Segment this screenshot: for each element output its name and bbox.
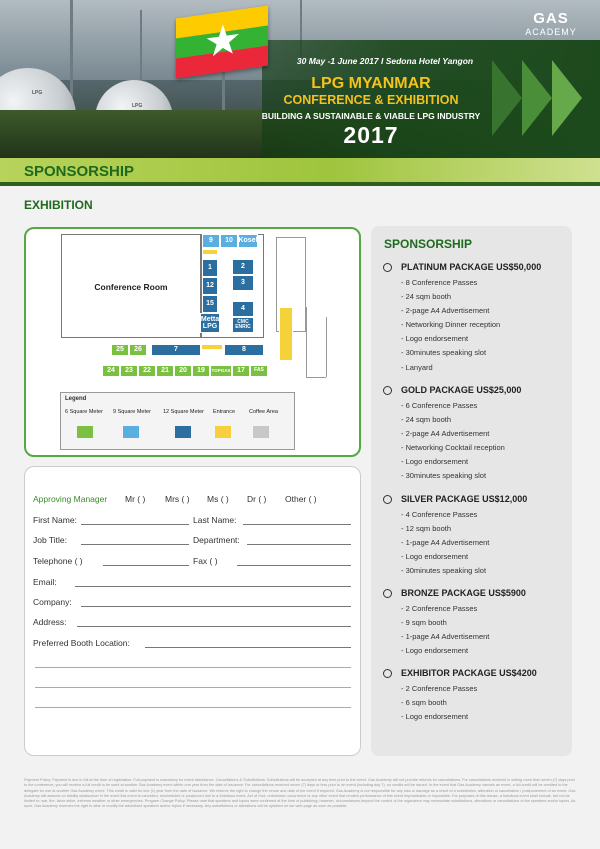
booth-10[interactable]: 10 bbox=[220, 234, 238, 248]
package-item: - 24 sqm booth bbox=[401, 292, 452, 302]
fax-field[interactable] bbox=[237, 565, 351, 566]
section-bar-underline bbox=[0, 182, 600, 186]
package-item: - Logo endorsement bbox=[401, 457, 469, 467]
legend-label-entrance: Entrance bbox=[213, 409, 236, 415]
company-label: Company: bbox=[33, 597, 72, 607]
title-option-mrs[interactable]: Mrs ( ) bbox=[165, 494, 190, 504]
package-item: - 2-page A4 Advertisement bbox=[401, 306, 490, 316]
package-exhibitor[interactable] bbox=[383, 668, 568, 724]
booth-7[interactable]: 7 bbox=[151, 344, 201, 356]
booth-topgas[interactable]: TOPGAS bbox=[210, 365, 232, 377]
package-item: - 1-page A4 Advertisement bbox=[401, 632, 490, 642]
blank-line bbox=[35, 687, 351, 688]
title-option-mr[interactable]: Mr ( ) bbox=[125, 494, 146, 504]
conference-room-label: Conference Room bbox=[94, 282, 168, 292]
package-item: - 2 Conference Passes bbox=[401, 684, 478, 693]
wall bbox=[306, 307, 307, 377]
entrance-marker bbox=[202, 249, 218, 255]
booth-26[interactable]: 26 bbox=[129, 344, 147, 356]
event-tagline: BUILDING A SUSTAINABLE & VIABLE LPG INDUSTRY bbox=[261, 111, 481, 121]
package-item: - Logo endorsement bbox=[401, 552, 469, 562]
booth-metta-lpg[interactable]: Metta LPG bbox=[200, 313, 220, 333]
first-name-field[interactable] bbox=[81, 524, 189, 525]
package-silver[interactable] bbox=[383, 494, 568, 578]
booth-19[interactable]: 19 bbox=[192, 365, 210, 377]
logo-text-top: GAS bbox=[533, 10, 569, 27]
legend-swatch-12sqm bbox=[175, 426, 191, 438]
booth-21[interactable]: 21 bbox=[156, 365, 174, 377]
legend-swatch-9sqm bbox=[123, 426, 139, 438]
last-name-label: Last Name: bbox=[193, 515, 237, 525]
package-item: - 30minutes speaking slot bbox=[401, 471, 487, 481]
chevron-icon bbox=[492, 60, 522, 136]
package-item: - 2-page A4 Advertisement bbox=[401, 429, 490, 439]
package-item: - 9 sqm booth bbox=[401, 618, 447, 628]
package-name: EXHIBITOR PACKAGE US$4200 bbox=[401, 668, 537, 678]
legend-swatch-entrance bbox=[215, 426, 231, 438]
radio-circle-icon[interactable] bbox=[383, 589, 392, 598]
address-field[interactable] bbox=[77, 626, 351, 627]
event-title: LPG MYANMAR bbox=[311, 75, 431, 92]
booth-17[interactable]: 17 bbox=[232, 365, 250, 377]
package-platinum[interactable] bbox=[383, 262, 568, 375]
radio-circle-icon[interactable] bbox=[383, 495, 392, 504]
package-name: SILVER PACKAGE US$12,000 bbox=[401, 494, 528, 504]
booth-22[interactable]: 22 bbox=[138, 365, 156, 377]
radio-circle-icon[interactable] bbox=[383, 386, 392, 395]
address-label: Address: bbox=[33, 617, 67, 627]
section-bar-title: SPONSORSHIP bbox=[24, 163, 135, 180]
package-item: - 24 sqm booth bbox=[401, 415, 452, 425]
floor-plan bbox=[24, 227, 361, 457]
wall bbox=[306, 377, 326, 378]
legend-label-6sqm: 6 Square Meter bbox=[65, 409, 103, 415]
legend-swatch-6sqm bbox=[77, 426, 93, 438]
telephone-field[interactable] bbox=[103, 565, 189, 566]
email-label: Email: bbox=[33, 577, 57, 587]
booth-3[interactable]: 3 bbox=[232, 275, 254, 291]
booth-kosel[interactable]: Kosel bbox=[238, 234, 258, 248]
event-subtitle: CONFERENCE & EXHIBITION bbox=[283, 93, 459, 107]
package-item: - 2 Conference Passes bbox=[401, 604, 478, 613]
last-name-field[interactable] bbox=[243, 524, 351, 525]
package-item: - Logo endorsement bbox=[401, 334, 469, 344]
floor-plan-legend bbox=[60, 392, 295, 450]
package-name: PLATINUM PACKAGE US$50,000 bbox=[401, 262, 542, 272]
event-date-venue: 30 May -1 June 2017 I Sedona Hotel Yangon bbox=[296, 56, 474, 66]
preferred-booth-field[interactable] bbox=[145, 647, 351, 648]
package-item: - Networking Dinner reception bbox=[401, 320, 501, 330]
booth-2[interactable]: 2 bbox=[232, 259, 254, 275]
blank-line bbox=[35, 707, 351, 708]
booth-4[interactable]: 4 bbox=[232, 301, 254, 317]
preferred-booth-label: Preferred Booth Location: bbox=[33, 638, 130, 648]
logo-text-bottom: ACADEMY bbox=[525, 27, 577, 37]
department-label: Department: bbox=[193, 535, 240, 545]
package-item: - 4 Conference Passes bbox=[401, 510, 478, 519]
booth-23[interactable]: 23 bbox=[120, 365, 138, 377]
legend-label-12sqm: 12 Square Meter bbox=[163, 409, 204, 415]
legend-title: Legend bbox=[65, 396, 87, 402]
email-field[interactable] bbox=[75, 586, 351, 587]
title-option-ms[interactable]: Ms ( ) bbox=[207, 494, 229, 504]
radio-circle-icon[interactable] bbox=[383, 263, 392, 272]
package-item: - 30minutes speaking slot bbox=[401, 348, 487, 358]
title-option-other[interactable]: Other ( ) bbox=[285, 494, 317, 504]
entrance-marker bbox=[201, 344, 223, 350]
conference-room bbox=[61, 234, 201, 338]
telephone-label: Telephone ( ) bbox=[33, 556, 83, 566]
package-name: GOLD PACKAGE US$25,000 bbox=[401, 385, 522, 395]
section-bar bbox=[0, 158, 600, 186]
title-option-dr[interactable]: Dr ( ) bbox=[247, 494, 267, 504]
chevron-icon bbox=[522, 60, 552, 136]
radio-circle-icon[interactable] bbox=[383, 669, 392, 678]
booth-15[interactable]: 15 bbox=[202, 295, 218, 313]
booth-20[interactable]: 20 bbox=[174, 365, 192, 377]
package-bronze[interactable] bbox=[383, 588, 568, 658]
package-item: - Logo endorsement bbox=[401, 712, 469, 722]
chevron-icon bbox=[552, 60, 582, 136]
sponsorship-panel-title: SPONSORSHIP bbox=[384, 237, 473, 251]
job-title-field[interactable] bbox=[81, 544, 189, 545]
booth-25[interactable]: 25 bbox=[111, 344, 129, 356]
wall bbox=[326, 317, 327, 377]
booth-cmc-enric[interactable]: CMC ENRIC bbox=[232, 317, 254, 333]
tank-label: LPG bbox=[32, 90, 43, 96]
tank-label: LPG bbox=[132, 103, 143, 109]
package-item: - Networking Cocktail reception bbox=[401, 443, 505, 453]
company-field[interactable] bbox=[81, 606, 351, 607]
exhibition-title: EXHIBITION bbox=[24, 198, 93, 212]
booth-8[interactable]: 8 bbox=[224, 344, 264, 356]
package-name: BRONZE PACKAGE US$5900 bbox=[401, 588, 526, 598]
package-item: - 8 Conference Passes bbox=[401, 278, 478, 287]
legend-swatch-coffee bbox=[253, 426, 269, 438]
package-gold[interactable] bbox=[383, 385, 568, 484]
booth-12[interactable]: 12 bbox=[202, 277, 218, 295]
first-name-label: First Name: bbox=[33, 515, 77, 525]
terms-fine-print: Payment Policy: Payment is due in full at the time of registration. Full payment is mandatory for event attendance. Cancellations & Substitutions: Substitutions will be accepted at any time prior to the event. Gas Academy will not provide refunds for cancellations. For cancellations received in writing more than seven (7) days prior to the conference, you will receive a full credit to be used at another Gas Academy event within one year from the date of issuance. For cancellations received seven (7) days or less prior to an event (including day 7), no credits will be issued. In the event that Gas Academy cancels an event, a full credit will be credited to the delegate for use at another Gas Academy event. This credit is valid for one (1) year from the date of issuance. We reserve the right to change the venue and date of the event if required. Gas Academy is not responsible for any loss or damage as a result of a substitution, alteration or cancellation / postponement of an event. Gas Academy will assume no liability whatsoever in the event this event is cancelled, rescheduled or postponed due to a fortuitous event, Act of God, unforeseen occurrence or any other event that renders performance of this event impracticable or impossible. For purposes of this clause, a fortuitous event shall include, but not be limited to: war, fire, labor strike, extreme weather or other emergencies. Program Change Policy: Please note that speakers and topics were confirmed at the time of publishing; however, circumstances beyond the control of the organizers may necessitate substitutions, alterations or cancellations of the speakers and/or topics. As such, Gas Academy reserves the right to alter or modify the advertised speakers and/or topics if necessary. Any substitutions or alterations will be updated on our web page as soon as possible. bbox=[24, 778, 576, 809]
sponsorship-panel bbox=[371, 226, 572, 756]
blank-line bbox=[35, 667, 351, 668]
approving-manager-label: Approving Manager bbox=[33, 494, 108, 504]
package-item: - Lanyard bbox=[401, 362, 433, 372]
entrance-marker bbox=[279, 307, 293, 361]
package-item: - 1-page A4 Advertisement bbox=[401, 538, 490, 548]
booth-24[interactable]: 24 bbox=[102, 365, 120, 377]
legend-label-9sqm: 9 Square Meter bbox=[113, 409, 151, 415]
department-field[interactable] bbox=[247, 544, 351, 545]
registration-form bbox=[24, 466, 361, 756]
package-item: - 6 Conference Passes bbox=[401, 401, 478, 410]
package-item: - 30minutes speaking slot bbox=[401, 566, 487, 576]
booth-fas[interactable]: FAS bbox=[250, 365, 268, 377]
event-year: 2017 bbox=[343, 122, 399, 148]
fax-label: Fax ( ) bbox=[193, 556, 218, 566]
booth-1[interactable]: 1 bbox=[202, 259, 218, 277]
legend-label-coffee: Coffee Area bbox=[249, 409, 278, 415]
package-item: - Logo endorsement bbox=[401, 646, 469, 656]
job-title-label: Job Title: bbox=[33, 535, 68, 545]
star-icon: ★ bbox=[204, 14, 242, 67]
booth-9[interactable]: 9 bbox=[202, 234, 220, 248]
header-banner bbox=[0, 0, 600, 158]
package-item: - 12 sqm booth bbox=[401, 524, 452, 534]
package-item: - 6 sqm booth bbox=[401, 698, 447, 708]
gas-academy-logo bbox=[516, 10, 586, 37]
